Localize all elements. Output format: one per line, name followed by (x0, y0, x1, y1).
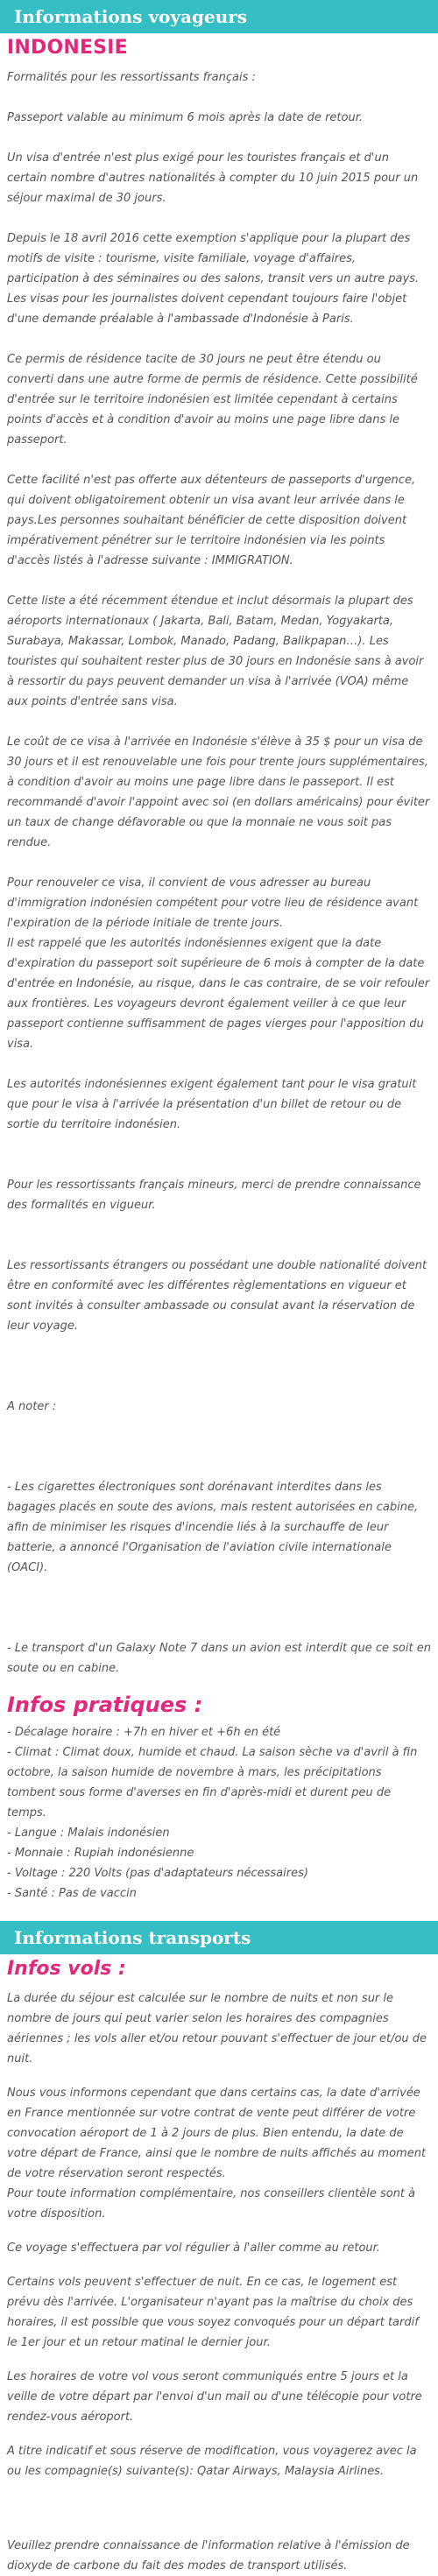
paragraph-duree-sejour: La durée du séjour est calculée sur le nombre de nuits et non sur le nombre de jours qui peut varier selon les horaires des compagnies aériennes ; les vols aller et/ou retour pouvant s'effectuer de jour et/ou de nuit. (7, 1992, 427, 2066)
paragraph-permis: Ce permis de résidence tacite de 30 jours ne peut être étendu ou converti dans une autre forme de permis de résidence. Cette possibilité d'entrée sur le territoire indonésien est limitée cependant à certains points d'accès et à condition d'avoir au moins une page libre dans le passeport. (7, 353, 418, 447)
voyageurs-section-bar: Informations voyageurs (0, 0, 438, 33)
paragraph-motifs: Depuis le 18 avril 2016 cette exemption s'applique pour la plupart des motifs de visite : tourisme, visite familiale, voyage d'affaires, participation à des séminaires ou des salons, transit vers un autre pays. Les visas pour les journalistes doivent cependant toujours faire l'objet d'une demande préalable à l'ambassade d'Indonésie à Paris. (7, 232, 420, 326)
paragraph-renouvellement: Pour renouveler ce visa, il convient de vous adresser au bureau d'immigration indonésien compétent pour votre lieu de résidence avant l'expiration de la période initiale de trente jours. Il est rappelé que les autorités indonésiennes exigent que la date d'expiration du passeport soit supérieure de 6 mois à compter de la date d'entrée en Indonésie, au risque, dans le cas contraire, de se voir refouler aux frontières. Les voyageurs devront également veiller à ce que leur passeport contienne suffisamment de pages vierges pour l'apposition du visa. (7, 876, 430, 1051)
paragraph-double-nationalite: Les ressortissants étrangers ou possédant une double nationalité doivent être en conformité avec les différentes règlementations en vigueur et sont invités à consulter ambassade ou consulat avant la réservation de leur voyage. (7, 1259, 427, 1333)
country-heading: INDONESIE (7, 37, 128, 59)
paragraph-a-noter: A noter : (7, 1400, 57, 1413)
paragraph-passeport-urgence: Cette facilité n'est pas offerte aux détenteurs de passeports d'urgence, qui doivent obligatoirement obtenir un visa avant leur arrivée dans le pays.Les personnes souhaitant bénéficier de cette disposition doivent impérativement pénétrer sur le territoire indonésien via les points d'accès listés à l'adresse suivante : IMMIGRATION. (7, 474, 416, 567)
paragraph-formalites: Formalités pour les ressortissants français : (7, 71, 256, 84)
paragraph-billet-retour: Les autorités indonésiennes exigent également tant pour le visa gratuit que pour le visa à l'arrivée la présentation d'un billet de retour ou de sortie du territoire indonésien. (7, 1078, 417, 1131)
paragraph-passeport: Passeport valable au minimum 6 mois après la date de retour. (7, 111, 363, 124)
paragraph-co2: Veuillez prendre connaissance de l'information relative à l'émission de dioxyde de carbone du fait des modes de transport utilisés. (7, 2539, 410, 2572)
paragraph-aeroports: Cette liste a été récemment étendue et inclut désormais la plupart des aéroports internationaux ( Jakarta, Bali, Batam, Medan, Yogyakarta, Surabaya, Makassar, Lombok, Manado, Padang, Balikpapan…). Les touristes qui souhaitent rester plus de 30 jours en Indonésie sans à avoir à ressortir du pays peuvent demander un visa à l'arrivée (VOA) même aux points d'entrée sans visa. (7, 595, 424, 708)
list-item-climat: - Climat : Climat doux, humide et chaud. La saison sèche va d'avril à fin octobre, la saison humide de novembre à mars, les précipitations tombent sous forme d'averses en fin d'après-midi et durent peu de temps. (7, 1746, 418, 1819)
infos-vols-heading: Infos vols : (7, 1958, 126, 1980)
paragraph-galaxy-note: - Le transport d'un Galaxy Note 7 dans un avion est interdit que ce soit en soute ou en cabine. (7, 1642, 431, 1675)
paragraph-mineurs: Pour les ressortissants français mineurs, merci de prendre connaissance des formalités en vigueur. (7, 1179, 421, 1212)
list-item-sante: - Santé : Pas de vaccin (7, 1887, 137, 1900)
paragraph-date-arrivee: Nous vous informons cependant que dans certains cas, la date d'arrivée en France mentionnée sur votre contrat de vente peut différer de votre convocation aéroport de 1 à 2 jours de plus. Bien entendu, la date de votre départ de France, ainsi que le nombre de nuits affichés au moment de votre réservation seront respectés. Pour toute information complémentaire, nos conseillers clientèle sont à votre disposition. (7, 2087, 427, 2221)
paragraph-vol-regulier: Ce voyage s'effectuera par vol régulier à l'aller comme au retour. (7, 2242, 380, 2255)
paragraph-cout-visa: Le coût de ce visa à l'arrivée en Indonésie s'élève à 35 $ pour un visa de 30 jours et il est renouvelable une fois pour trente jours supplémentaires, à condition d'avoir au moins une page libre dans le passeport. Il est recommandé d'avoir l'appoint avec soi (en dollars américains) pour éviter un taux de change défavorable ou que la monnaie ne vous soit pas rendue. (7, 735, 430, 849)
list-item-voltage: - Voltage : 220 Volts (pas d'adaptateurs nécessaires) (7, 1867, 308, 1880)
paragraph-visa-exemption: Un visa d'entrée n'est plus exigé pour les touristes français et d'un certain nombre d'autres nationalités à compter du 10 juin 2015 pour un séjour maximal de 30 jours. (7, 151, 419, 205)
transports-content (0, 1958, 438, 2576)
infos-pratiques-heading: Infos pratiques : (7, 1693, 203, 1717)
voyageurs-content (0, 37, 438, 1904)
paragraph-horaires: Les horaires de votre vol vous seront communiqués entre 5 jours et la veille de votre départ par l'envoi d'un mail ou d'une télécopie pour votre rendez-vous aéroport. (7, 2370, 422, 2424)
list-item-monnaie: - Monnaie : Rupiah indonésienne (7, 1847, 194, 1860)
paragraph-cigarettes: - Les cigarettes électroniques sont dorénavant interdites dans les bagages placés en soute des avions, mais restent autorisées en cabine, afin de minimiser les risques d'incendie liés à la surchauffe de leur batterie, a annoncé l'Organisation de l'aviation civile internationale (OACI). (7, 1481, 419, 1574)
infos-pratiques-list (7, 1722, 431, 1904)
transports-section-bar: Informations transports (0, 1921, 438, 1954)
paragraph-compagnies: A titre indicatif et sous réserve de modification, vous voyagerez avec la ou les compagnie(s) suivante(s): Qatar Airways, Malaysia Airlines. (7, 2445, 417, 2478)
list-item-langue: - Langue : Malais indonésien (7, 1826, 170, 1840)
list-item-decalage: - Décalage horaire : +7h en hiver et +6h en été (7, 1726, 281, 1739)
paragraph-vols-nuit: Certains vols peuvent s'effectuer de nuit. En ce cas, le logement est prévu dès l'arrivée. L'organisateur n'ayant pas la maîtrise du choix des horaires, il est possible que vous soyez convoqués pour un départ tardif le 1er jour et un retour matinal le dernier jour. (7, 2276, 419, 2349)
